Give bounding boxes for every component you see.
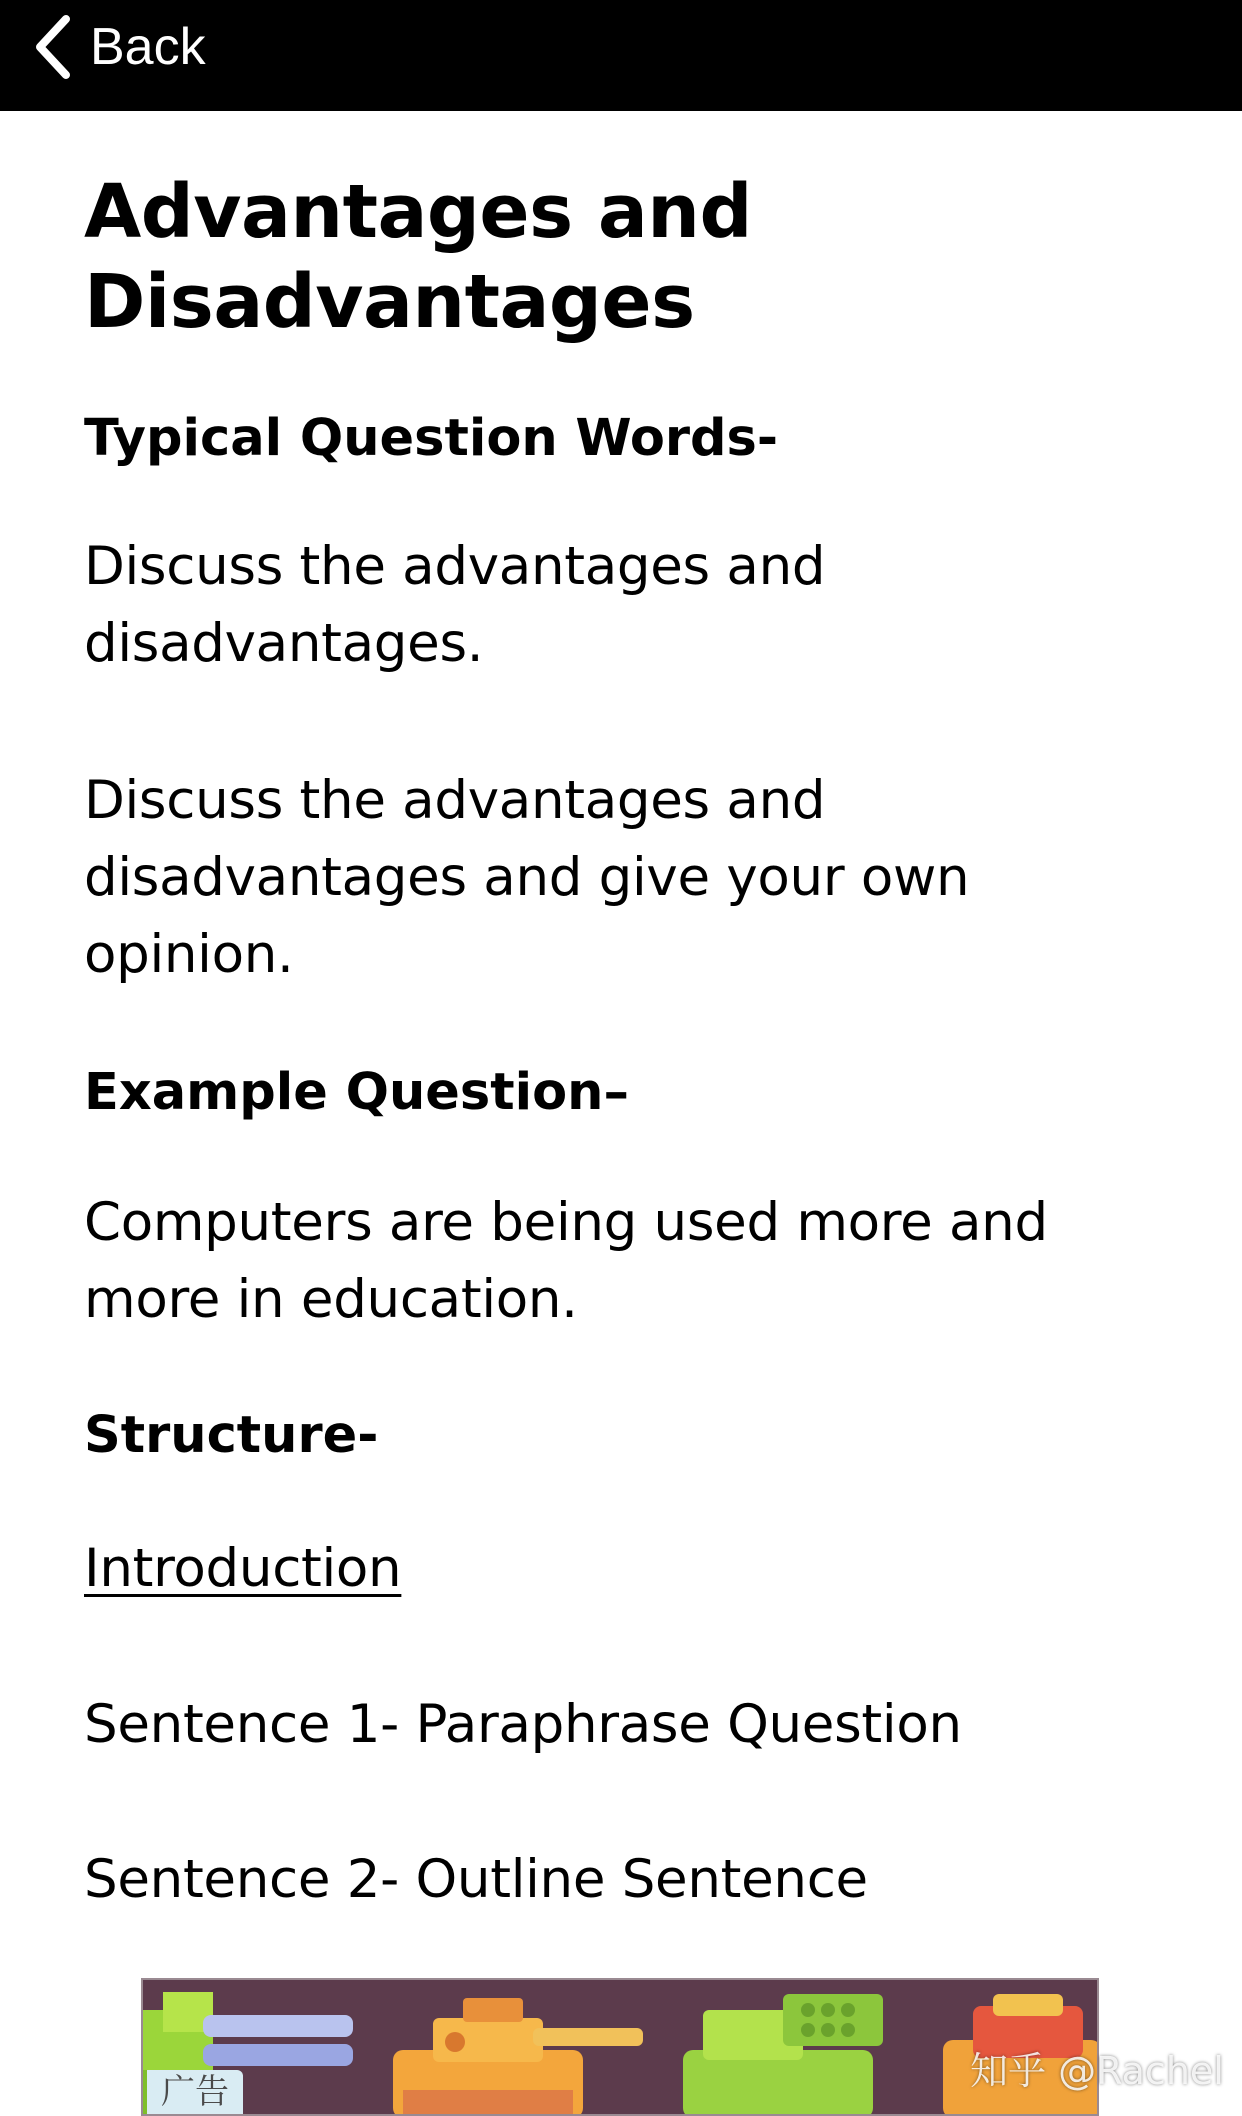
page-title-line-1: Advantages and: [84, 169, 752, 255]
ad-label: 广告: [147, 2070, 243, 2114]
navigation-bar: [0, 0, 1242, 111]
example-question-text: Computers are being used more and more in education.: [84, 1192, 1048, 1330]
watermark: 知乎 @Rachel: [970, 2049, 1224, 2093]
sentence-2-text: Sentence 2- Outline Sentence: [84, 1849, 868, 1910]
back-label: Back: [90, 18, 206, 76]
structure-heading: Structure-: [84, 1406, 379, 1465]
introduction-link[interactable]: Introduction: [84, 1538, 402, 1599]
typical-question-heading: Typical Question Words-: [84, 409, 779, 468]
typical-question-2: Discuss the advantages and disadvantages and give your own opinion.: [84, 770, 970, 985]
tank-2: [393, 1998, 643, 2116]
back-button[interactable]: [34, 14, 206, 80]
sentence-1-text: Sentence 1- Paraphrase Question: [84, 1694, 962, 1755]
ad-banner[interactable]: [141, 1978, 1099, 2116]
page-title: [84, 167, 984, 347]
example-question-heading: Example Question–: [84, 1063, 629, 1122]
page-title-line-2: Disadvantages: [84, 259, 695, 345]
tank-3: [683, 1994, 883, 2116]
tank-game-illustration: [143, 1980, 1099, 2116]
chevron-left-icon: [34, 15, 72, 79]
typical-question-1: Discuss the advantages and disadvantages.: [84, 536, 826, 674]
